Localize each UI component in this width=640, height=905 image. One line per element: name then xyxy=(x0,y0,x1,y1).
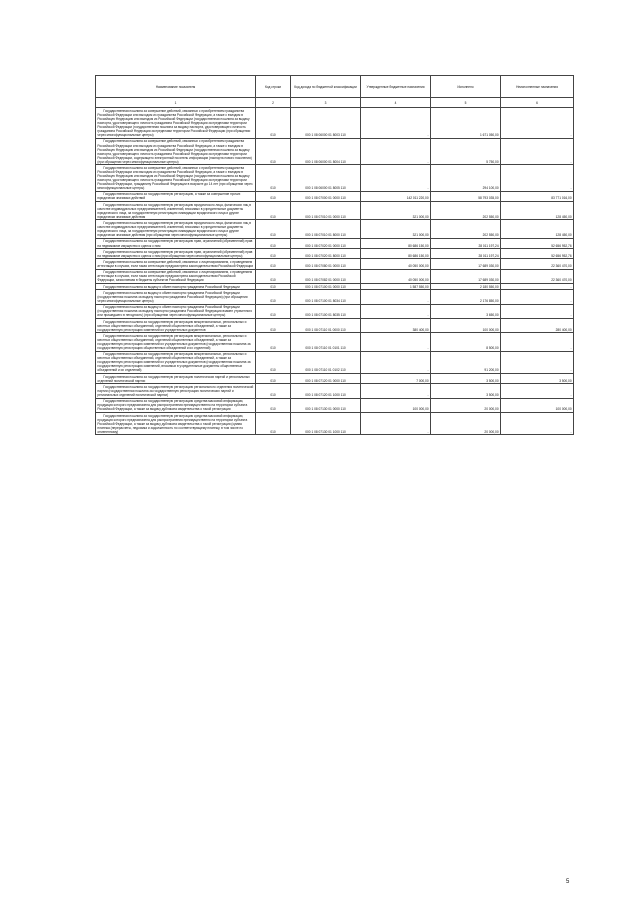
row-name-cell: Государственная пошлина за государственную регистрацию юридического лица, физических лиц в качестве индивидуальных предпринимателей, изменений, вносимых в учредительные документы юридического лица, за государственную регистрацию ликвидации юридического лица и другие юридически значимые действия (при обращении через многофункциональные центры) xyxy=(96,220,256,238)
row-executed-cell: 91 200,00 xyxy=(431,351,501,373)
row-executed-cell: 100 000,00 xyxy=(431,318,501,332)
column-number: 6 xyxy=(501,98,574,108)
row-code-cell: 010 xyxy=(256,290,291,304)
table-row xyxy=(96,220,574,238)
row-executed-cell: 5 750,00 xyxy=(431,138,501,164)
header-unexecuted: Неисполненные назначения xyxy=(501,76,574,98)
row-kbk-cell: 000 1 08 07120 01 0000 110 xyxy=(291,374,361,384)
row-code-cell: 010 xyxy=(256,259,291,269)
table-row xyxy=(96,191,574,201)
column-number-row xyxy=(96,98,574,108)
row-code-cell: 010 xyxy=(256,165,291,191)
row-kbk-cell: 000 1 08 07010 01 8000 110 xyxy=(291,220,361,238)
row-executed-cell: 2 180 550,00 xyxy=(431,284,501,290)
row-kbk-cell: 000 1 08 07130 01 0000 110 xyxy=(291,398,361,412)
row-kbk-cell: 000 1 08 07082 01 0000 110 xyxy=(291,269,361,283)
row-name-cell: Государственная пошлина за совершение действий, связанных с приобретением гражданства Российской Федерации или выходом из гражданства Российской Федерации, а также с въездом в Российскую Федерацию или выездом из Российской Федерации (государственная пошлина за выдачу паспорта, удостоверяющего личность гражданина Российской Федерации за пределами территории Российской Федерации, содержащего электронный носитель информации (паспорта нового поколения) (при обращении через многофункциональные центры) xyxy=(96,138,256,164)
row-name-cell: Государственная пошлина за государственную регистрацию юридического лица, физических лиц в качестве индивидуальных предпринимателей, изменений, вносимых в учредительные документы юридического лица, за государственную регистрацию ликвидации юридического лица и другие юридически значимые действия xyxy=(96,202,256,220)
row-unexecuted-cell: - xyxy=(501,412,574,434)
row-approved-cell: - xyxy=(361,108,431,139)
row-code-cell: 010 xyxy=(256,304,291,318)
row-name-cell: Государственная пошлина за совершение действий, связанных с приобретением гражданства Российской Федерации или выходом из гражданства Российской Федерации, а также с въездом в Российскую Федерацию или выездом из Российской Федерации (государственная пошлина за выдачу паспорта, удостоверяющего личность гражданина Российской Федерации за пределами территории Российской Федерации, гражданину Российской Федерации в возрасте до 14 лет (при обращении через многофункциональные центры) xyxy=(96,165,256,191)
row-kbk-cell: 000 1 08 06000 01 8003 110 xyxy=(291,108,361,139)
row-name-cell: Государственная пошлина за государственную регистрацию, а также за совершение прочих юридически значимых действий xyxy=(96,191,256,201)
row-code-cell: 010 xyxy=(256,412,291,434)
table-row xyxy=(96,318,574,332)
row-kbk-cell: 000 1 08 06000 01 8004 110 xyxy=(291,138,361,164)
row-approved-cell: - xyxy=(361,138,431,164)
table-row xyxy=(96,259,574,269)
row-code-cell: 010 xyxy=(256,108,291,139)
row-unexecuted-cell: - xyxy=(501,304,574,318)
row-kbk-cell: 000 1 08 07110 01 0000 110 xyxy=(291,318,361,332)
column-number: 4 xyxy=(361,98,431,108)
row-approved-cell: - xyxy=(361,384,431,398)
row-approved-cell: 80 686 150,00 xyxy=(361,238,431,248)
table-row xyxy=(96,108,574,139)
row-unexecuted-cell: 280 400,00 xyxy=(501,318,574,332)
row-unexecuted-cell: 3 500,00 xyxy=(501,374,574,384)
row-name-cell: Государственная пошлина за государственную регистрацию средства массовой информации, продукция которого предназначена для распространения преимущественно на территории субъекта Российской Федерации, а также за выдачу дубликата свидетельства о такой регистрации (сумма платежа (перерасчеты, недоимка и задолженность по соответствующему платежу, в том числе по отмененному) xyxy=(96,412,256,434)
row-kbk-cell: 000 1 08 07100 01 0000 110 xyxy=(291,284,361,290)
table-row xyxy=(96,249,574,259)
row-kbk-cell: 000 1 08 07000 01 0000 110 xyxy=(291,191,361,201)
row-name-cell: Государственная пошлина за выдачу и обмен паспорта гражданина Российской Федерации (государственная пошлина за выдачу паспорта гражданина Российской Федерации) (при обращении через многофункциональные центры) xyxy=(96,290,256,304)
table-row xyxy=(96,202,574,220)
row-code-cell: 010 xyxy=(256,202,291,220)
column-number: 5 xyxy=(431,98,501,108)
row-executed-cell: 3 500,00 xyxy=(431,384,501,398)
row-approved-cell: 142 011 220,00 xyxy=(361,191,431,201)
row-approved-cell: - xyxy=(361,290,431,304)
row-name-cell: Государственная пошлина за государственную регистрацию межрегиональных, региональных и местных общественных объединений, отделений общественных объединений, а также за государственную регистрацию изменений их учредительных документов (государственная пошлина за государственную регистрацию общественных объединений и их отделений) xyxy=(96,333,256,351)
table-row xyxy=(96,138,574,164)
row-approved-cell: - xyxy=(361,351,431,373)
row-name-cell: Государственная пошлина за совершение действий, связанных с приобретением гражданства Российской Федерации или выходом из гражданства Российской Федерации, а также с въездом в Российскую Федерацию или выездом из Российской Федерации (государственная пошлина за выдачу паспорта, удостоверяющего личность гражданина Российской Федерации за пределами территории Российской Федерации (государственная пошлина за выдачу паспорта, удостоверяющего личность гражданина Российской Федерации за пределами территории Российской Федерации (при обращении через многофункциональные центры) xyxy=(96,108,256,139)
row-code-cell: 010 xyxy=(256,398,291,412)
row-approved-cell: 40 050 000,00 xyxy=(361,269,431,283)
row-executed-cell: 202 550,00 xyxy=(431,202,501,220)
row-approved-cell: 40 050 000,00 xyxy=(361,259,431,269)
row-approved-cell: 80 686 150,00 xyxy=(361,249,431,259)
row-executed-cell: 202 550,00 xyxy=(431,220,501,238)
row-executed-cell: 20 000,00 xyxy=(431,412,501,434)
row-unexecuted-cell: 128 450,00 xyxy=(501,220,574,238)
row-unexecuted-cell: 128 450,00 xyxy=(501,202,574,220)
row-unexecuted-cell: - xyxy=(501,284,574,290)
row-kbk-cell: 000 1 08 07120 01 1000 110 xyxy=(291,384,361,398)
row-kbk-cell: 000 1 08 07020 01 0000 110 xyxy=(291,238,361,248)
row-unexecuted-cell: 22 360 470,00 xyxy=(501,269,574,283)
row-name-cell: Государственная пошлина за государственную регистрацию межрегиональных, региональных и местных общественных объединений, отделений общественных объединений, а также за государственную регистрацию изменений их учредительных документов (государственная пошлина за государственную регистрацию изменений, вносимых в учредительные документы общественных объединений и их отделений) xyxy=(96,351,256,373)
row-unexecuted-cell: - xyxy=(501,290,574,304)
table-row xyxy=(96,238,574,248)
row-name-cell: Государственная пошлина за государственную регистрацию межрегиональных, региональных и местных общественных объединений, отделений общественных объединений, а также за государственную регистрацию изменений их учредительных документов xyxy=(96,318,256,332)
row-unexecuted-cell: - xyxy=(501,333,574,351)
row-executed-cell: 8 500,00 xyxy=(431,333,501,351)
row-code-cell: 010 xyxy=(256,318,291,332)
row-approved-cell: - xyxy=(361,333,431,351)
row-unexecuted-cell: 52 656 952,76 xyxy=(501,249,574,259)
table-row xyxy=(96,165,574,191)
row-executed-cell: 3 500,00 xyxy=(431,374,501,384)
row-code-cell: 010 xyxy=(256,384,291,398)
column-number: 3 xyxy=(291,98,361,108)
row-unexecuted-cell: 83 771 016,00 xyxy=(501,191,574,201)
row-name-cell: Государственная пошлина за государственную регистрацию прав, ограничений (обременений) прав на недвижимое имущество и сделок с ним (при обращении через многофункциональные центры) xyxy=(96,249,256,259)
row-unexecuted-cell: - xyxy=(501,108,574,139)
header-approved: Утвержденные бюджетные назначения xyxy=(361,76,431,98)
row-kbk-cell: 000 1 08 07110 01 0102 110 xyxy=(291,351,361,373)
row-approved-cell: 321 000,00 xyxy=(361,220,431,238)
row-executed-cell: 3 650,00 xyxy=(431,304,501,318)
row-kbk-cell: 000 1 08 07080 01 0000 110 xyxy=(291,259,361,269)
row-executed-cell: 58 793 035,00 xyxy=(431,191,501,201)
row-name-cell: Государственная пошлина за выдачу и обмен паспорта гражданина Российской Федерации (государственная пошлина за выдачу паспорта гражданина Российской Федерации взамен утраченного или пришедшего в негодность) (при обращении через многофункциональные центры) xyxy=(96,304,256,318)
row-kbk-cell: 000 1 08 07100 01 8034 110 xyxy=(291,290,361,304)
row-executed-cell: 294 100,00 xyxy=(431,165,501,191)
row-unexecuted-cell: 52 656 952,76 xyxy=(501,238,574,248)
header-name: Наименование показателя xyxy=(96,76,256,98)
table-row xyxy=(96,374,574,384)
row-name-cell: Государственная пошлина за выдачу и обмен паспорта гражданина Российской Федерации xyxy=(96,284,256,290)
row-code-cell: 010 xyxy=(256,351,291,373)
page-number: 5 xyxy=(566,879,570,885)
row-executed-cell: 20 000,00 xyxy=(431,398,501,412)
column-number: 2 xyxy=(256,98,291,108)
execution-report-table xyxy=(95,75,574,435)
row-kbk-cell: 000 1 08 07110 01 0101 110 xyxy=(291,333,361,351)
table-row xyxy=(96,412,574,434)
header-row xyxy=(96,76,574,98)
table-row xyxy=(96,384,574,398)
row-code-cell: 010 xyxy=(256,138,291,164)
row-code-cell: 010 xyxy=(256,374,291,384)
row-approved-cell: 321 000,00 xyxy=(361,202,431,220)
table-row xyxy=(96,398,574,412)
row-executed-cell: 28 011 197,24 xyxy=(431,249,501,259)
row-code-cell: 010 xyxy=(256,333,291,351)
row-name-cell: Государственная пошлина за государственную регистрацию средства массовой информации, продукция которого предназначена для распространения преимущественно на территории субъекта Российской Федерации, а также за выдачу дубликата свидетельства о такой регистрации xyxy=(96,398,256,412)
header-code: Код строки xyxy=(256,76,291,98)
header-executed: Исполнено xyxy=(431,76,501,98)
row-executed-cell: 28 011 197,24 xyxy=(431,238,501,248)
row-unexecuted-cell: - xyxy=(501,351,574,373)
row-approved-cell: - xyxy=(361,165,431,191)
row-kbk-cell: 000 1 08 07100 01 8035 110 xyxy=(291,304,361,318)
row-kbk-cell: 000 1 08 07130 01 1000 110 xyxy=(291,412,361,434)
row-approved-cell: 100 000,00 xyxy=(361,398,431,412)
row-code-cell: 010 xyxy=(256,238,291,248)
row-unexecuted-cell: 22 360 470,00 xyxy=(501,259,574,269)
row-executed-cell: 17 689 030,00 xyxy=(431,269,501,283)
row-approved-cell: 380 400,00 xyxy=(361,318,431,332)
row-code-cell: 010 xyxy=(256,284,291,290)
table-row xyxy=(96,269,574,283)
row-unexecuted-cell: - xyxy=(501,384,574,398)
row-code-cell: 010 xyxy=(256,249,291,259)
row-executed-cell: 2 176 850,00 xyxy=(431,290,501,304)
row-code-cell: 010 xyxy=(256,220,291,238)
row-name-cell: Государственная пошлина за государственную регистрацию политических партий и региональных отделений политической партии xyxy=(96,374,256,384)
row-approved-cell: 1 587 550,00 xyxy=(361,284,431,290)
row-unexecuted-cell: - xyxy=(501,165,574,191)
row-approved-cell: 7 000,00 xyxy=(361,374,431,384)
row-name-cell: Государственная пошлина за совершение действий, связанных с лицензированием, с проведением аттестации в случаях, если такая аттестация предусмотрена законодательством Российской Федерации xyxy=(96,259,256,269)
row-code-cell: 010 xyxy=(256,191,291,201)
column-number: 1 xyxy=(96,98,256,108)
header-kbk: Код дохода по бюджетной классификации xyxy=(291,76,361,98)
row-kbk-cell: 000 1 08 06000 01 8005 110 xyxy=(291,165,361,191)
row-kbk-cell: 000 1 08 07010 01 0000 110 xyxy=(291,202,361,220)
row-kbk-cell: 000 1 08 07020 01 8000 110 xyxy=(291,249,361,259)
table-row xyxy=(96,304,574,318)
row-executed-cell: 1 671 050,00 xyxy=(431,108,501,139)
row-code-cell: 010 xyxy=(256,269,291,283)
row-executed-cell: 17 689 030,00 xyxy=(431,259,501,269)
row-name-cell: Государственная пошлина за государственную регистрацию регионального отделения политической партии (государственная пошлина за государственную регистрацию политических партий и региональных отделений политической партии) xyxy=(96,384,256,398)
row-name-cell: Государственная пошлина за государственную регистрацию прав, ограничений (обременений) прав на недвижимое имущество и сделок с ним xyxy=(96,238,256,248)
row-name-cell: Государственная пошлина за совершение действий, связанных с лицензированием, с проведением аттестации в случаях, если такая аттестация предусмотрена законодательством Российской Федерации, зачисляемая в бюджеты субъектов Российской Федерации xyxy=(96,269,256,283)
table-row xyxy=(96,351,574,373)
row-approved-cell: - xyxy=(361,412,431,434)
row-unexecuted-cell: - xyxy=(501,138,574,164)
table-row xyxy=(96,290,574,304)
row-unexecuted-cell: 100 000,00 xyxy=(501,398,574,412)
table-row xyxy=(96,333,574,351)
row-approved-cell: - xyxy=(361,304,431,318)
